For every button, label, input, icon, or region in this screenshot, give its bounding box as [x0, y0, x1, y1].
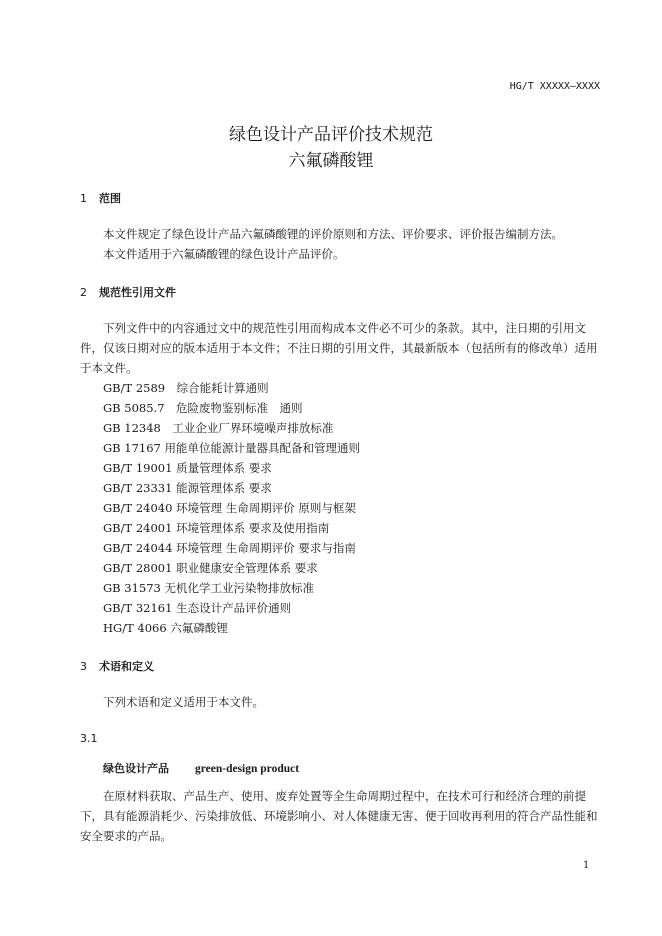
reference-item: GB/T 2589 综合能耗计算通则 [103, 381, 269, 395]
paragraph: 下列文件中的内容通过文中的规范性引用而构成本文件必不可少的条款。其中，注日期的引用文件，仅该日期对应的版本适用于本文件；不注日期的引用文件，其最新版本（包括所有的修改单）适用于本文件。 [80, 321, 598, 375]
reference-item: GB/T 24040 环境管理 生命周期评价 原则与框架 [103, 501, 356, 515]
section-heading-normative-references [80, 284, 176, 300]
section-number: 1 [80, 192, 87, 205]
document-title: 绿色设计产品评价技术规范 [229, 125, 433, 145]
term-definition [80, 786, 602, 846]
document-subtitle: 六氟磷酸锂 [288, 151, 374, 171]
paragraph: 本文件适用于六氟磷酸锂的绿色设计产品评价。 [103, 247, 345, 261]
normative-intro [80, 318, 600, 378]
reference-item: GB 31573 无机化学工业污染物排放标准 [103, 581, 315, 595]
reference-item: GB 17167 用能单位能源计量器具配备和管理通则 [103, 441, 361, 455]
page-number: 1 [583, 860, 590, 871]
section-title: 范围 [99, 192, 121, 205]
paragraph: 在原材料获取、产品生产、使用、废弃处置等全生命周期过程中，在技术可行和经济合理的前提下，具有能源消耗少、污染排放低、环境影响小、对人体健康无害、便于回收再利用的符合产品性能和安全要求的产品。 [80, 789, 598, 843]
section-heading-terms [80, 658, 154, 674]
reference-item: GB/T 23331 能源管理体系 要求 [103, 481, 272, 495]
reference-item: GB/T 32161 生态设计产品评价通则 [103, 601, 292, 615]
clause-number: 3.1 [80, 732, 98, 745]
reference-item: GB/T 24001 环境管理体系 要求及使用指南 [103, 521, 330, 535]
scope-body [80, 224, 600, 264]
term-english: green-design product [195, 763, 300, 775]
section-title: 术语和定义 [99, 660, 154, 673]
section-number: 2 [80, 286, 87, 299]
reference-item: GB 5085.7 危险废物鉴别标准 通则 [103, 401, 303, 415]
reference-item: GB/T 24044 环境管理 生命周期评价 要求与指南 [103, 541, 356, 555]
reference-item: GB/T 28001 职业健康安全管理体系 要求 [103, 561, 318, 575]
terms-intro: 下列术语和定义适用于本文件。 [103, 695, 264, 709]
paragraph: 本文件规定了绿色设计产品六氟磷酸锂的评价原则和方法、评价要求、评价报告编制方法。 [103, 227, 563, 241]
term-entry [103, 760, 299, 776]
section-title: 规范性引用文件 [99, 286, 176, 299]
document-code: HG/T XXXXX—XXXX [509, 81, 600, 92]
reference-item: GB/T 19001 质量管理体系 要求 [103, 461, 272, 475]
term-chinese: 绿色设计产品 [103, 762, 169, 775]
reference-list [103, 378, 360, 638]
section-heading-scope [80, 190, 121, 206]
section-number: 3 [80, 660, 87, 673]
reference-item: GB 12348 工业企业厂界环境噪声排放标准 [103, 421, 334, 435]
reference-item: HG/T 4066 六氟磷酸锂 [103, 621, 228, 635]
